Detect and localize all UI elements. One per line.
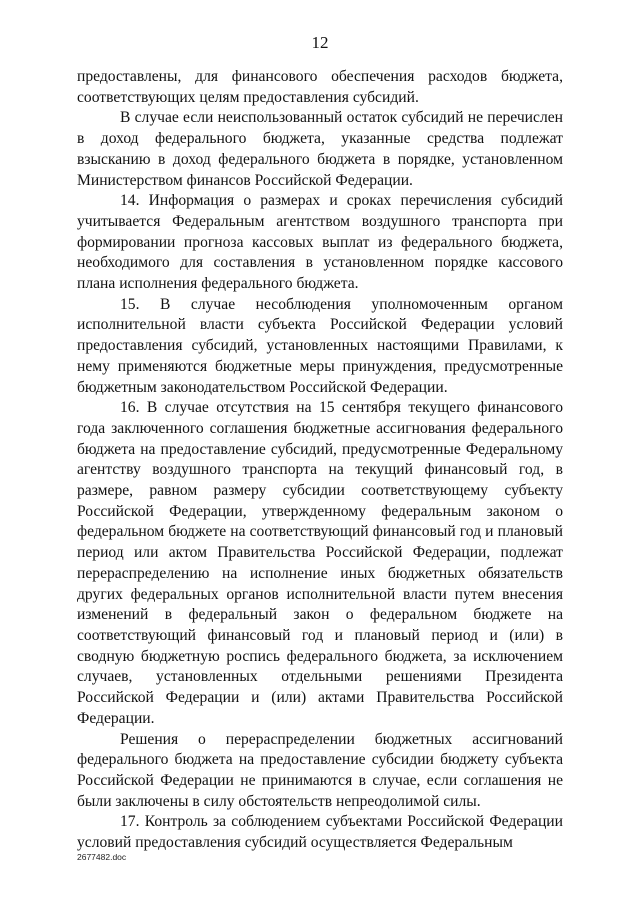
paragraph-unspent-balance: В случае если неиспользованный остаток субсидий не перечислен в доход федерального бюджета, указанные средства подлежат взысканию в доход федерального бюджета в порядке, установленном Министерством финансов Российской Федерации. [77,109,563,189]
document-body [77,67,563,854]
paragraph-clause-16: 16. В случае отсутствия на 15 сентября текущего финансового года заключенного соглашения бюджетные ассигнования федерального бюджета на предоставление субсидий, предусмотренные Федеральному агентству воздушного транспорта на текущий финансовый год, в размере, равном размеру субсидии соответствующему субъекту Российской Федерации, утвержденному федеральным законом о федеральном бюджете на соответствующий финансовый год и плановый период или актом Правительства Российской Федерации, подлежат перераспределению на исполнение иных бюджетных обязательств других федеральных органов исполнительной власти путем внесения изменений в федеральный закон о федеральном бюджете на соответствующий финансовый год и плановый период и (или) в сводную бюджетную роспись федерального бюджета, за исключением случаев, установленных отдельными решениями Президента Российской Федерации и (или) актами Правительства Российской Федерации. [77,399,563,727]
document-file-reference: 2677482.doc [77,852,127,862]
paragraph-clause-14: 14. Информация о размерах и сроках перечисления субсидий учитывается Федеральным агентством воздушного транспорта при формировании прогноза кассовых выплат из федерального бюджета, необходимого для составления в установленном порядке кассового плана исполнения федерального бюджета. [77,192,563,293]
paragraph-clause-15: 15. В случае несоблюдения уполномоченным органом исполнительной власти субъекта Российской Федерации условий предоставления субсидий, установленных настоящими Правилами, к нему применяются бюджетные меры принуждения, предусмотренные бюджетным законодательством Российской Федерации. [77,295,563,396]
paragraph-continuation: предоставлены, для финансового обеспечения расходов бюджета, соответствующих целям предоставления субсидий. [77,68,563,106]
paragraph-clause-17: 17. Контроль за соблюдением субъектами Российской Федерации условий предоставления субсидий осуществляется Федеральным [77,813,563,852]
paragraph-redistribution-decisions: Решения о перераспределении бюджетных ассигнований федерального бюджета на предоставление субсидии бюджету субъекта Российской Федерации не принимаются в случае, если соглашения не были заключены в силу обстоятельств непреодолимой силы. [77,730,563,810]
page-number: 12 [311,33,329,52]
